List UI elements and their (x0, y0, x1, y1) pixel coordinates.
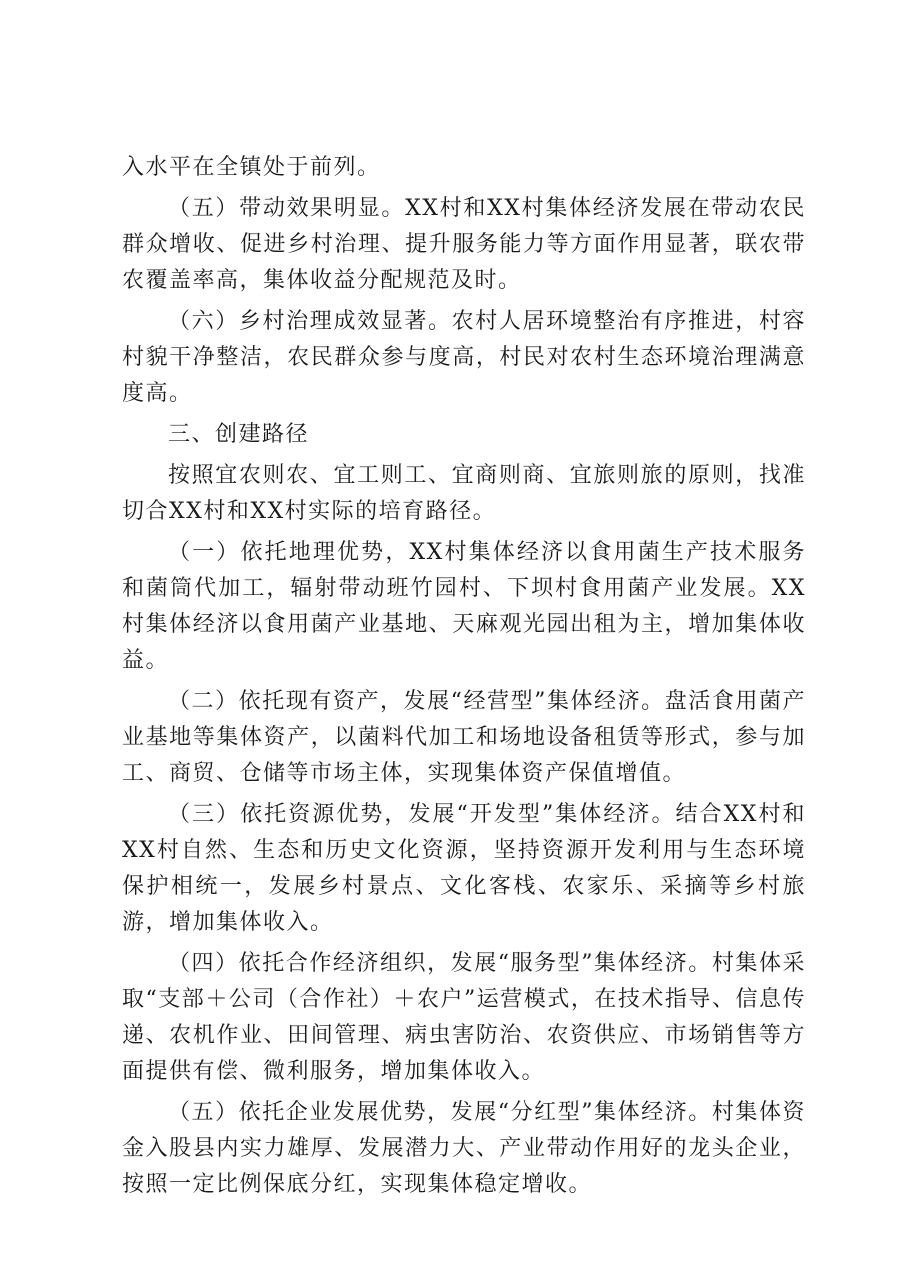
paragraph-path-5-enterprise: （五）依托企业发展优势，发展“分红型”集体经济。村集体资金入股县内实力雄厚、发展潜力大、产业带动作用好的龙头企业，按照一定比例保底分红，实现集体稳定增收。 (122, 1100, 806, 1197)
paragraph-item-6-governance: （六）乡村治理成效显著。农村人居环境整治有序推进，村容村貌干净整洁，农民群众参与度高，村民对农村生态环境治理满意度高。 (122, 309, 806, 406)
paragraph-path-2-assets: （二）依托现有资产，发展“经营型”集体经济。盘活食用菌产业基地等集体资产，以菌料代加工和场地设备租赁等形式，参与加工、商贸、仓储等市场主体，实现集体资产保值增值。 (122, 689, 806, 786)
document-body (122, 150, 806, 1208)
paragraph-intro-principle: 按照宜农则农、宜工则工、宜商则商、宜旅则旅的原则，找准切合XX村和XX村实际的培育路径。 (122, 463, 806, 524)
paragraph-path-3-resources: （三）依托资源优势，发展“开发型”集体经济。结合XX村和XX村自然、生态和历史文化资源，坚持资源开发利用与生态环境保护相统一，发展乡村景点、文化客栈、农家乐、采摘等乡村旅游，增加集体收入。 (122, 802, 806, 935)
paragraph-item-5-effect: （五）带动效果明显。XX村和XX村集体经济发展在带动农民群众增收、促进乡村治理、提升服务能力等方面作用显著，联农带农覆盖率高，集体收益分配规范及时。 (122, 196, 806, 293)
section-heading-creation-path: 三、创建路径 (168, 422, 310, 447)
paragraph-path-1-geography: （一）依托地理优势，XX村集体经济以食用菌生产技术服务和菌筒代加工，辐射带动班竹园村、下坝村食用菌产业发展。XX村集体经济以食用菌产业基地、天麻观光园出租为主，增加集体收益。 (122, 540, 806, 673)
paragraph-continuation: 入水平在全镇处于前列。 (122, 155, 381, 180)
paragraph-path-4-cooperative: （四）依托合作经济组织，发展“服务型”集体经济。村集体采取“支部＋公司（合作社）＋农户”运营模式，在技术指导、信息传递、农机作业、田间管理、病虫害防治、农资供应、市场销售等方面提供有偿、微利服务，增加集体收入。 (122, 951, 806, 1084)
